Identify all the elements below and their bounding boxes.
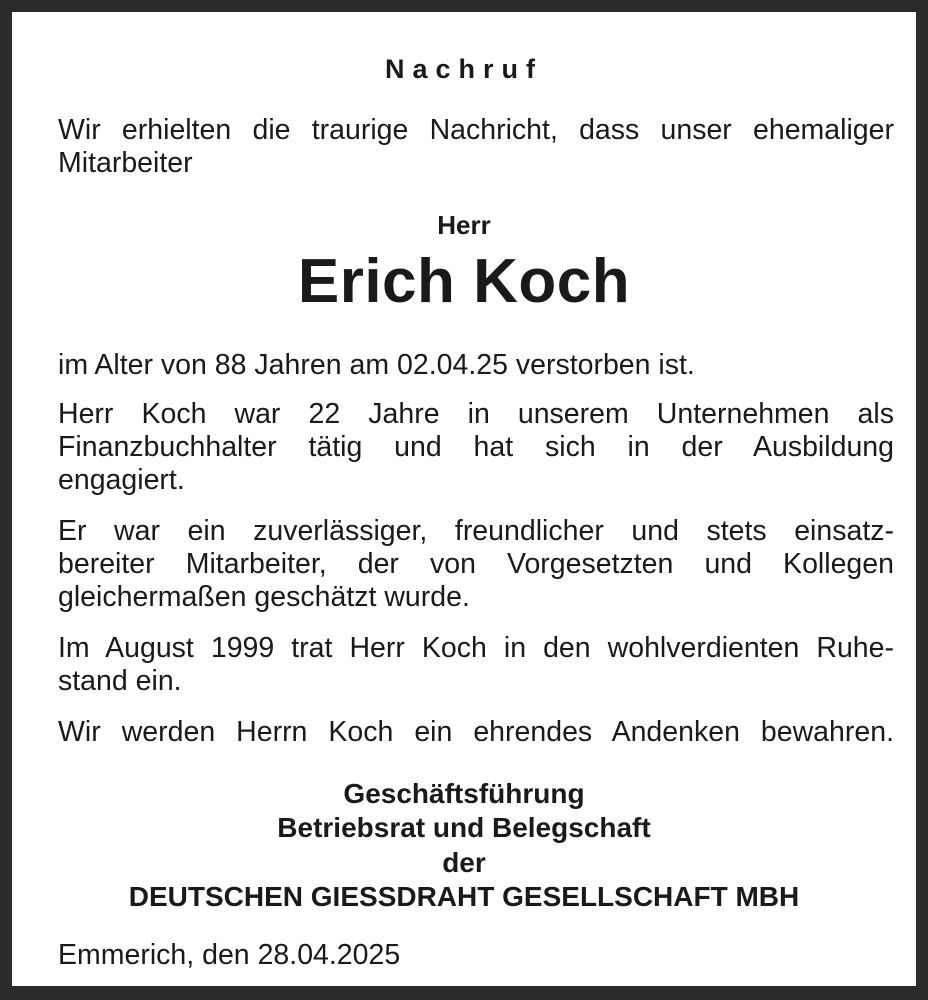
signature-line-3: der <box>442 847 486 878</box>
retirement-paragraph <box>58 632 894 698</box>
career-line-3: engagiert. <box>58 464 185 496</box>
age-line: im Alter von 88 Jahren am 02.04.25 verstorben ist. <box>58 349 695 381</box>
career-paragraph <box>58 398 894 497</box>
character-paragraph <box>58 515 894 614</box>
retirement-line-2: stand ein. <box>58 665 182 697</box>
place-date: Emmerich, den 28.04.2025 <box>58 939 401 971</box>
intro-line-1: Wir erhielten die traurige Nachricht, dass unser ehemaliger <box>58 114 894 146</box>
memory-line: Wir werden Herrn Koch ein ehrendes Andenken bewahren. <box>58 716 894 748</box>
honorific: Herr <box>437 210 491 240</box>
career-line-1: Herr Koch war 22 Jahre in unserem Unternehmen als <box>58 398 894 430</box>
character-line-3: gleichermaßen geschätzt wurde. <box>58 581 470 613</box>
retirement-line-1: Im August 1999 trat Herr Koch in den wohlverdienten Ruhe- <box>58 632 894 664</box>
signature-line-1: Geschäftsführung <box>343 778 585 809</box>
age-paragraph <box>58 349 894 382</box>
signature-line-2: Betriebsrat und Belegschaft <box>277 812 651 843</box>
intro-paragraph <box>58 114 894 180</box>
career-line-2: Finanzbuchhalter tätig und hat sich in der Ausbildung <box>58 431 894 463</box>
deceased-name: Erich Koch <box>297 247 631 316</box>
character-line-2: bereiter Mitarbeiter, der von Vorgesetzten und Kollegen <box>58 548 894 580</box>
character-line-1: Er war ein zuverlässiger, freundlicher und stets einsatz- <box>58 515 894 547</box>
intro-line-2: Mitarbeiter <box>58 147 193 179</box>
heading-nachruf: Nachruf <box>384 54 543 84</box>
signature-line-4: DEUTSCHEN GIESSDRAHT GESELLSCHAFT MBH <box>128 881 800 912</box>
memory-paragraph <box>58 716 894 749</box>
